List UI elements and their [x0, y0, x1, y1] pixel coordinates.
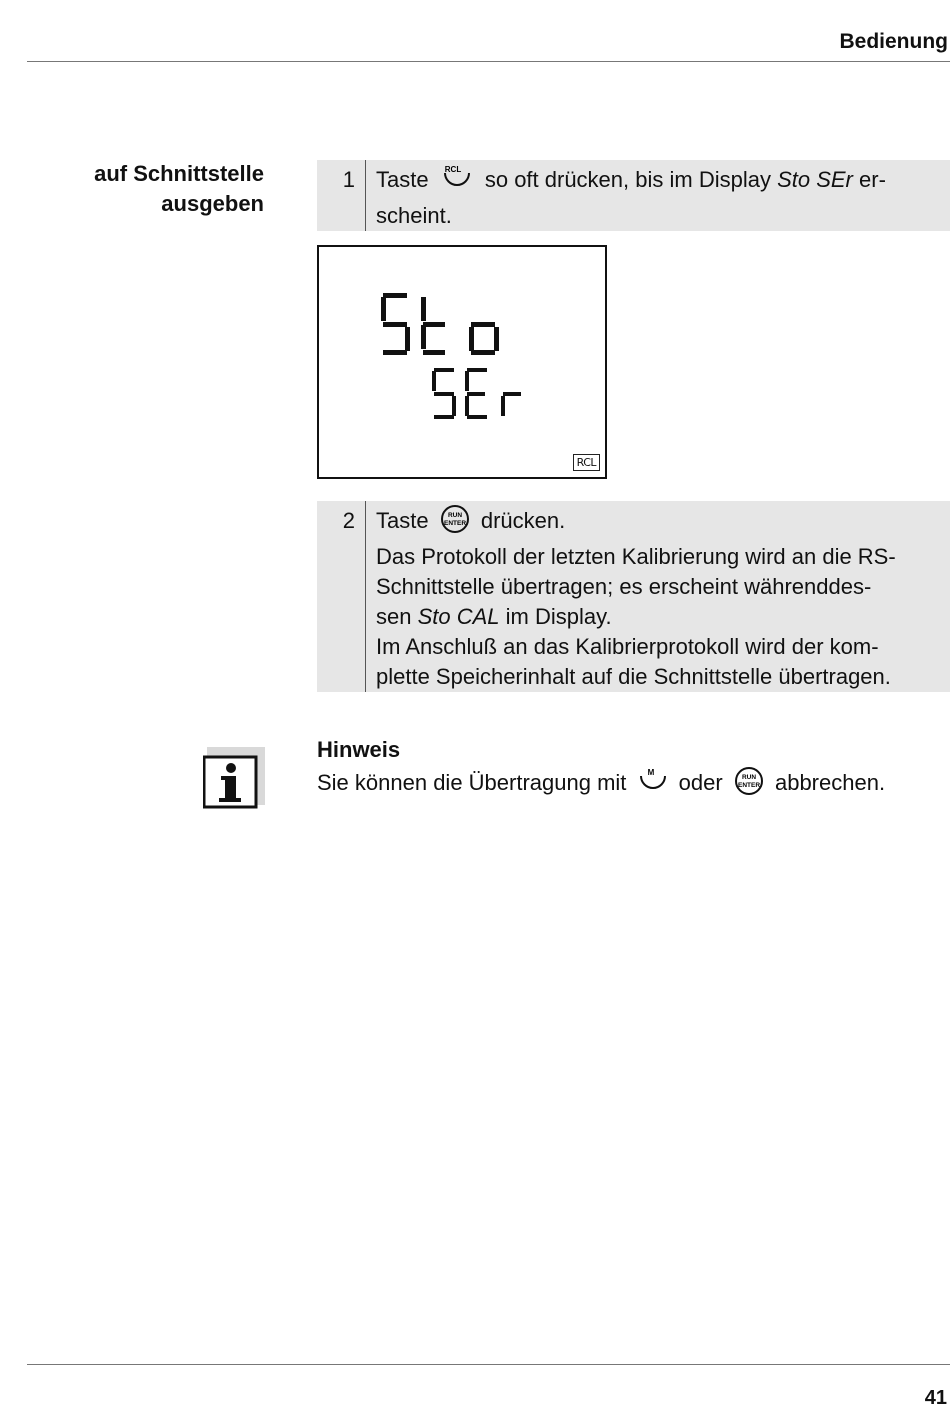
- section-heading-line1: auf Schnittstelle: [94, 161, 264, 186]
- step-2-text-a: Taste: [376, 508, 429, 533]
- note-text-a: Sie können die Übertragung mit: [317, 770, 627, 795]
- run-key-label: RUN: [447, 512, 462, 519]
- step-2-line4-a: sen: [376, 604, 412, 629]
- step-1-text: [366, 160, 950, 231]
- step-2-text-b: drücken.: [480, 508, 566, 533]
- step-1-text-b: so oft drücken, bis im Display: [484, 167, 771, 192]
- section-heading: [94, 159, 264, 219]
- m-key-icon: [637, 766, 669, 804]
- step-2-text: [366, 501, 950, 692]
- step-2-display-ref: Sto CAL: [417, 604, 500, 629]
- note-text: [317, 766, 885, 804]
- step-2-number: 2: [317, 501, 366, 692]
- note-enter-key-label: ENTER: [737, 782, 760, 789]
- note-text-b: oder: [678, 770, 723, 795]
- note-run-enter-key-icon: [733, 766, 765, 804]
- step-2: [317, 501, 950, 692]
- rcl-key-label: RCL: [444, 165, 461, 174]
- lcd-display: [317, 245, 607, 479]
- step-1-text-c: er-: [859, 167, 886, 192]
- step-2-line3: Schnittstelle übertragen; es erscheint währenddes-: [376, 574, 872, 599]
- step-1: [317, 160, 950, 231]
- rcl-key-icon: [439, 163, 475, 201]
- run-enter-key-icon: [439, 504, 471, 542]
- page-number: 41: [924, 1387, 947, 1409]
- note-title: Hinweis: [317, 737, 401, 762]
- page-header-title: Bedienung: [839, 30, 948, 53]
- step-1-number: 1: [317, 160, 366, 231]
- step-2-line4-b: im Display.: [505, 604, 612, 629]
- step-2-line5: Im Anschluß an das Kalibrierprotokoll wird der kom-: [376, 634, 879, 659]
- note-text-c: abbrechen.: [774, 770, 886, 795]
- step-1-display-ref: Sto SEr: [777, 167, 853, 192]
- enter-key-label: ENTER: [443, 520, 466, 527]
- step-1-line2: scheint.: [376, 203, 452, 228]
- note-run-key-label: RUN: [741, 774, 756, 781]
- header-rule: [27, 61, 950, 62]
- lcd-rcl-indicator: RCL: [573, 454, 600, 471]
- step-2-line6: plette Speicherinhalt auf die Schnittstelle übertragen.: [376, 664, 891, 689]
- step-2-line2: Das Protokoll der letzten Kalibrierung wird an die RS-: [376, 544, 896, 569]
- section-heading-line2: ausgeben: [161, 191, 264, 216]
- info-icon: [203, 747, 265, 814]
- footer-rule: [27, 1364, 950, 1365]
- step-1-text-a: Taste: [376, 167, 429, 192]
- lcd-segments: [319, 247, 605, 477]
- m-key-label: M: [647, 768, 654, 777]
